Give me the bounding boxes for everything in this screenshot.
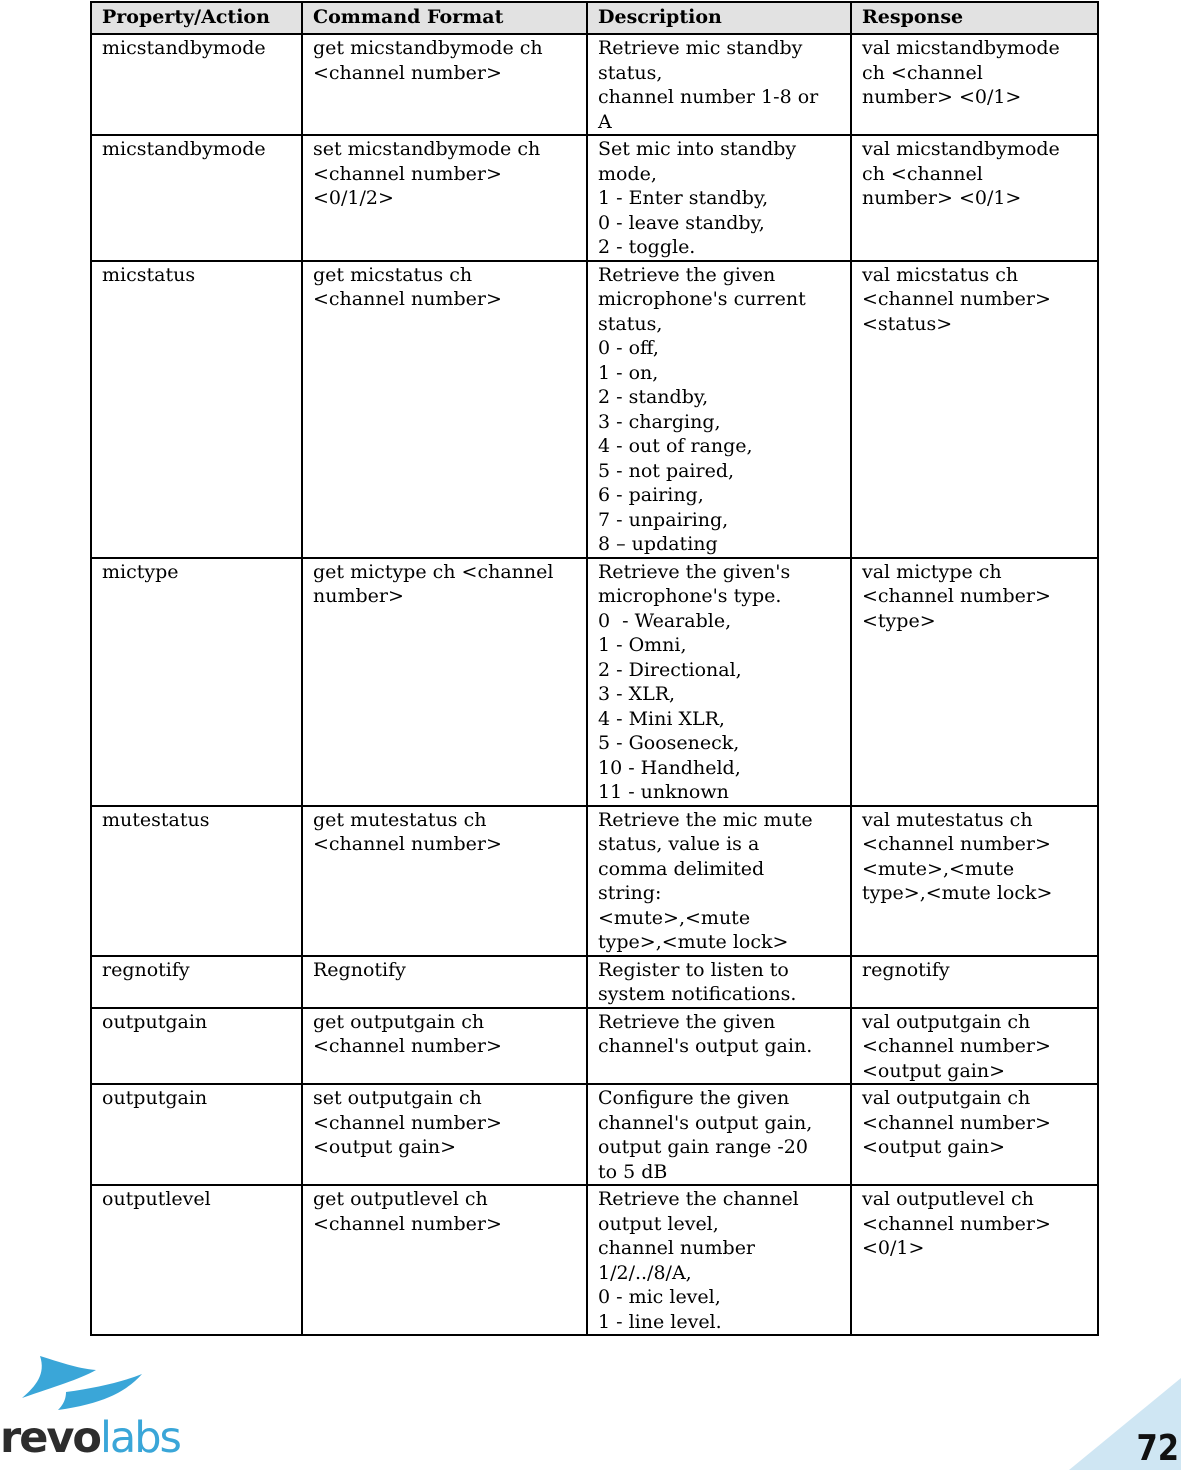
cell-description: Retrieve the mic mute status, value is a comma delimited string: <mute>,<mute type>,<mute lock> xyxy=(587,806,851,956)
cell-property: micstandbymode xyxy=(91,34,302,135)
header-description: Description xyxy=(587,2,851,34)
table-row xyxy=(91,806,1098,956)
cell-description: Retrieve the given channel's output gain. xyxy=(587,1008,851,1085)
logo-text-labs: labs xyxy=(99,1413,180,1463)
cell-description: Retrieve mic standby status, channel number 1-8 or A xyxy=(587,34,851,135)
cell-property: micstandbymode xyxy=(91,135,302,261)
cell-command: set outputgain ch <channel number> <output gain> xyxy=(302,1084,587,1185)
cell-property: mictype xyxy=(91,558,302,806)
cell-description: Configure the given channel's output gain, output gain range -20 to 5 dB xyxy=(587,1084,851,1185)
table-header xyxy=(91,2,1098,34)
header-response: Response xyxy=(851,2,1098,34)
table-row xyxy=(91,956,1098,1008)
table-row xyxy=(91,1084,1098,1185)
cell-command: get mictype ch <channel number> xyxy=(302,558,587,806)
cell-description: Retrieve the given microphone's current status, 0 - off, 1 - on, 2 - standby, 3 - charging, 4 - out of range, 5 - not paired, 6 - pairing, 7 - unpairing, 8 – updating xyxy=(587,261,851,558)
cell-response: val micstandbymode ch <channel number> <0/1> xyxy=(851,34,1098,135)
cell-command: set micstandbymode ch <channel number> <0/1/2> xyxy=(302,135,587,261)
revolabs-wordmark xyxy=(0,1413,180,1463)
cell-description: Set mic into standby mode, 1 - Enter standby, 0 - leave standby, 2 - toggle. xyxy=(587,135,851,261)
cell-command: get outputgain ch <channel number> xyxy=(302,1008,587,1085)
cell-property: mutestatus xyxy=(91,806,302,956)
page-number: 72 xyxy=(1136,1428,1179,1469)
cell-response: val outputlevel ch <channel number> <0/1> xyxy=(851,1185,1098,1335)
cell-command: Regnotify xyxy=(302,956,587,1008)
cell-response: val outputgain ch <channel number> <output gain> xyxy=(851,1008,1098,1085)
table-body xyxy=(91,34,1098,1335)
cell-property: outputgain xyxy=(91,1084,302,1185)
cell-response: val outputgain ch <channel number> <output gain> xyxy=(851,1084,1098,1185)
cell-response: val micstandbymode ch <channel number> <0/1> xyxy=(851,135,1098,261)
cell-property: outputgain xyxy=(91,1008,302,1085)
cell-command: get mutestatus ch <channel number> xyxy=(302,806,587,956)
cell-response: val mictype ch <channel number> <type> xyxy=(851,558,1098,806)
cell-description: Retrieve the channel output level, channel number 1/2/../8/A, 0 - mic level, 1 - line level. xyxy=(587,1185,851,1335)
cell-command: get outputlevel ch <channel number> xyxy=(302,1185,587,1335)
header-property-action: Property/Action xyxy=(91,2,302,34)
table-row xyxy=(91,34,1098,135)
cell-command: get micstandbymode ch <channel number> xyxy=(302,34,587,135)
cell-command: get micstatus ch <channel number> xyxy=(302,261,587,558)
command-table xyxy=(90,1,1099,1336)
wave-logo-icon xyxy=(0,1352,160,1412)
cell-property: micstatus xyxy=(91,261,302,558)
table-row xyxy=(91,135,1098,261)
header-command-format: Command Format xyxy=(302,2,587,34)
table-row xyxy=(91,1008,1098,1085)
cell-description: Retrieve the given's microphone's type. 0 - Wearable, 1 - Omni, 2 - Directional, 3 - XLR, 4 - Mini XLR, 5 - Gooseneck, 10 - Handheld, 11 - unknown xyxy=(587,558,851,806)
cell-property: regnotify xyxy=(91,956,302,1008)
header-row xyxy=(91,2,1098,34)
cell-response: val mutestatus ch <channel number> <mute>,<mute type>,<mute lock> xyxy=(851,806,1098,956)
cell-response: regnotify xyxy=(851,956,1098,1008)
table-row xyxy=(91,1185,1098,1335)
cell-property: outputlevel xyxy=(91,1185,302,1335)
logo-text-revo: revo xyxy=(0,1413,100,1463)
table-row xyxy=(91,558,1098,806)
table-row xyxy=(91,261,1098,558)
cell-response: val micstatus ch <channel number> <status> xyxy=(851,261,1098,558)
cell-description: Register to listen to system notifications. xyxy=(587,956,851,1008)
